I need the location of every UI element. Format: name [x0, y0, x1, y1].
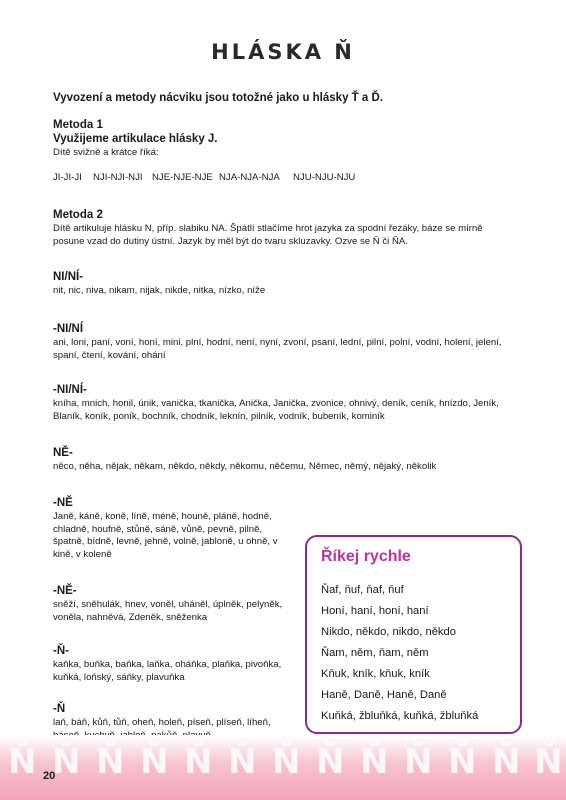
method-2 — [53, 208, 515, 248]
section-ni-end — [53, 322, 515, 362]
section-n-middle — [53, 644, 285, 684]
box-line: Ňaf, ňuf, ňaf, ňuf — [321, 584, 404, 596]
section-heading: -NĚ — [53, 497, 73, 509]
syllable-4: NJA-NJA-NJA — [219, 172, 280, 183]
section-words: Janě, káně, koně, líně, méně, houně, pláně, hodně, chladně, houfně, stůně, sáně, vůně, pevně, pilně, špatně, bídně, levně, jehně, volně, jabloně, u ohně, v kině, v koleně — [53, 511, 278, 560]
method-1 — [53, 118, 515, 160]
method-1-subheading: Využijeme artikulace hlásky J. — [53, 133, 218, 145]
box-line: Kňuk, kník, kňuk, kník — [321, 668, 430, 680]
page-title: HLÁSKA Ň — [211, 40, 355, 64]
page-number: 20 — [43, 770, 56, 782]
syllable-2: NJI-NJI-NJI — [93, 172, 143, 183]
section-words: kníha, mnich, honil, únik, vanička, tkanička, Anička, Janička, zvonice, ohnivý, deník, ceník, hnízdo, Jeník, Blaník, koník, poník, bochník, chodník, leknín, pilník, vodník, bubeník, kominík — [53, 398, 499, 422]
decor-letter: Ň — [404, 742, 433, 782]
box-line: Kuňká, žbluňká, kuňká, žbluňká — [321, 710, 479, 722]
method-1-heading: Metoda 1 — [53, 119, 103, 131]
decor-letter: Ň — [360, 742, 389, 782]
section-heading: NĚ- — [53, 447, 73, 459]
section-words: kaňka, buňka, baňka, laňka, oháňka, plaňka, pivoňka, kuňká, loňský, sáňky, plavuňka — [53, 659, 282, 683]
decor-letter: Ň — [96, 742, 125, 782]
decor-letter: Ň — [140, 742, 169, 782]
syllable-1: JI-JI-JI — [53, 172, 82, 183]
section-heading: -NI/NÍ — [53, 323, 84, 335]
section-heading: -Ň- — [53, 645, 69, 657]
section-heading: NI/NÍ- — [53, 271, 84, 283]
section-ni-middle — [53, 383, 515, 423]
syllable-5: NJU-NJU-NJU — [293, 172, 356, 183]
box-title: Říkej rychle — [321, 548, 411, 565]
decor-letter: Ň — [448, 742, 477, 782]
section-words: nit, nic, niva, nikam, nijak, nikde, nitka, nízko, níže — [53, 285, 266, 296]
decor-letter: Ň — [8, 742, 37, 782]
section-ne-start — [53, 446, 515, 474]
decor-letter: Ň — [316, 742, 345, 782]
section-heading: -Ň — [53, 703, 66, 715]
box-line: Haně, Daně, Haně, Daně — [321, 689, 447, 701]
method-1-text: Dítě svižně a krátce říká: — [53, 147, 159, 158]
box-line: Ňam, něm, ňam, něm — [321, 647, 429, 659]
intro-text: Vyvození a metody nácviku jsou totožné jako u hlásky Ť a Ď. — [53, 92, 383, 104]
section-heading: -NĚ- — [53, 585, 77, 597]
box-line: Nikdo, někdo, nikdo, někdo — [321, 626, 456, 638]
section-words: ani, loni, paní, voní, honí, mini, plní, hodní, není, nyní, zvoní, psaní, lední, pilní, polní, vodní, holení, jelení, spaní, čtení, kování, ohání — [53, 337, 502, 361]
speak-quickly-box — [305, 535, 522, 734]
decor-letter: Ň — [272, 742, 301, 782]
section-words: laň, báň, kůň, tůň, oheň, holeň, píseň, plíseň, líheň, — [53, 717, 271, 728]
decor-letter: Ň — [52, 742, 81, 782]
syllable-3: NJE-NJE-NJE — [152, 172, 213, 183]
section-heading: -NI/NÍ- — [53, 384, 87, 396]
section-ne-end — [53, 496, 285, 561]
section-ni-start — [53, 270, 515, 298]
method-2-heading: Metoda 2 — [53, 209, 103, 221]
section-words: něco, něha, nějak, někam, někdo, někdy, někomu, něčemu, Němec, němý, nějaký, několik — [53, 461, 437, 472]
decor-letter: Ň — [184, 742, 213, 782]
decor-letter: Ň — [534, 742, 563, 782]
section-ne-middle — [53, 584, 285, 624]
section-words: sněží, sněhulák, hnev, voněl, uháněl, úplněk, pelyněk, voněla, nahněvá, Zdeněk, sněženka — [53, 599, 283, 623]
box-line: Honí, haní, honí, haní — [321, 605, 429, 617]
method-2-text: Dítě artikuluje hlásku N, příp. slabiku NA. Špátlí stlačíme hrot jazyka za spodní řezáky, báze se mírně posune vzad do dutiny ústní. Jazyk by měl být do tvaru skluzavky. Ozve se Ň či ŇA. — [53, 223, 483, 247]
decor-letter: Ň — [228, 742, 257, 782]
decor-letter: Ň — [492, 742, 521, 782]
